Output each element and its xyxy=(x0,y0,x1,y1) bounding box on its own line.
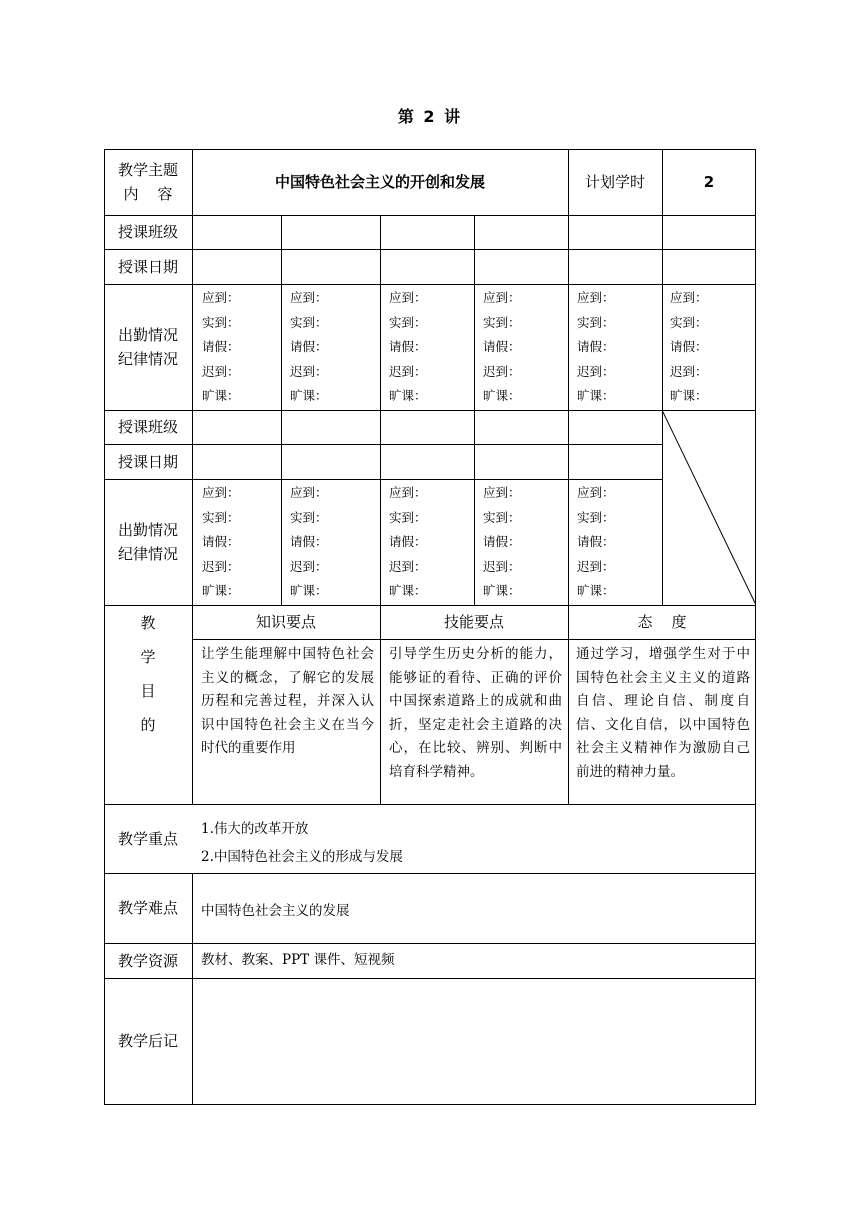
column-divider xyxy=(568,215,569,804)
row-divider xyxy=(104,804,756,805)
knowledge-header: 知识要点 xyxy=(255,613,316,631)
attendance-block: 应到： 实到： 请假： 迟到： 旷课： xyxy=(389,290,427,404)
attendance-block: 应到： 实到： 请假： 迟到： 旷课： xyxy=(577,290,615,404)
row-divider xyxy=(104,943,756,944)
postscript-label: 教学后记 xyxy=(117,1032,178,1050)
topic-label-line1: 教学主题 xyxy=(117,161,178,179)
resources-text: 教材、教案、PPT 课件、短视频 xyxy=(201,952,395,968)
key-points-list xyxy=(201,815,403,871)
attendance-block: 应到： 实到： 请假： 迟到： 旷课： xyxy=(483,290,521,404)
column-divider xyxy=(281,215,282,605)
attitude-text: 通过学习，增强学生对于中国特色社会主义主义的道路自信、理论自信、制度自信、文化自信，以中国特色社会主义精神作为激励自己前进的精神力量。 xyxy=(576,646,750,780)
row-divider xyxy=(104,215,756,216)
diagonal-slash xyxy=(662,410,756,606)
hours-label: 计划学时 xyxy=(584,173,645,191)
column-divider xyxy=(192,149,193,804)
skills-header: 技能要点 xyxy=(443,613,504,631)
topic-label-line2: 内 容 xyxy=(123,185,173,203)
table-border-bottom xyxy=(104,1104,756,1105)
difficulties-text: 中国特色社会主义的发展 xyxy=(201,903,350,919)
attendance-label xyxy=(104,284,192,410)
objectives-label: 教 学 目 的 xyxy=(140,614,156,734)
date-label: 授课日期 xyxy=(117,452,178,471)
key-points-label: 教学重点 xyxy=(117,829,178,848)
attendance-label-line2: 纪律情况 xyxy=(117,350,178,368)
attendance-block: 应到： 实到： 请假： 迟到： 旷课： xyxy=(483,485,521,599)
resources-label: 教学资源 xyxy=(117,951,178,970)
date-label: 授课日期 xyxy=(117,257,178,276)
attendance-label-line1: 出勤情况 xyxy=(117,326,178,344)
row-divider xyxy=(104,873,756,874)
topic-value: 中国特色社会主义的开创和发展 xyxy=(274,173,485,191)
attitude-header: 态 度 xyxy=(637,613,687,631)
attendance-block: 应到： 实到： 请假： 迟到： 旷课： xyxy=(577,485,615,599)
knowledge-text: 让学生能理解中国特色社会主义的概念，了解它的发展历程和完善过程，并深入认识中国特色社会主义在当今时代的重要作用 xyxy=(201,646,374,756)
row-divider xyxy=(104,978,756,979)
lesson-plan-table xyxy=(104,149,756,1105)
attendance-label-line1: 出勤情况 xyxy=(117,521,178,539)
row-divider xyxy=(104,410,756,411)
hours-value: 2 xyxy=(703,173,715,191)
skills-text: 引导学生历史分析的能力，能够证的看待、正确的评价中国探索道路上的成就和曲折，坚定走社会主道路的决心，在比较、辨别、判断中培育科学精神。 xyxy=(389,646,562,780)
key-point-item: 2.中国特色社会主义的形成与发展 xyxy=(201,849,403,865)
attendance-block: 应到： 实到： 请假： 迟到： 旷课： xyxy=(290,290,328,404)
topic-label xyxy=(104,149,192,215)
attendance-block: 应到： 实到： 请假： 迟到： 旷课： xyxy=(202,485,240,599)
attendance-block: 应到： 实到： 请假： 迟到： 旷课： xyxy=(389,485,427,599)
attendance-label xyxy=(104,479,192,605)
row-divider xyxy=(192,639,756,640)
difficulties-label: 教学难点 xyxy=(117,899,178,917)
row-divider xyxy=(104,249,756,250)
class-label: 授课班级 xyxy=(117,223,178,241)
column-divider xyxy=(380,215,381,804)
key-point-item: 1.伟大的改革开放 xyxy=(201,821,309,837)
class-label: 授课班级 xyxy=(117,418,178,436)
attendance-label-line2: 纪律情况 xyxy=(117,545,178,563)
column-divider xyxy=(192,873,193,1105)
column-divider xyxy=(474,215,475,605)
attendance-block: 应到： 实到： 请假： 迟到： 旷课： xyxy=(290,485,328,599)
row-divider xyxy=(104,284,756,285)
lecture-title: 第 2 讲 xyxy=(397,107,463,126)
attendance-block: 应到： 实到： 请假： 迟到： 旷课： xyxy=(670,290,708,404)
attendance-block: 应到： 实到： 请假： 迟到： 旷课： xyxy=(202,290,240,404)
